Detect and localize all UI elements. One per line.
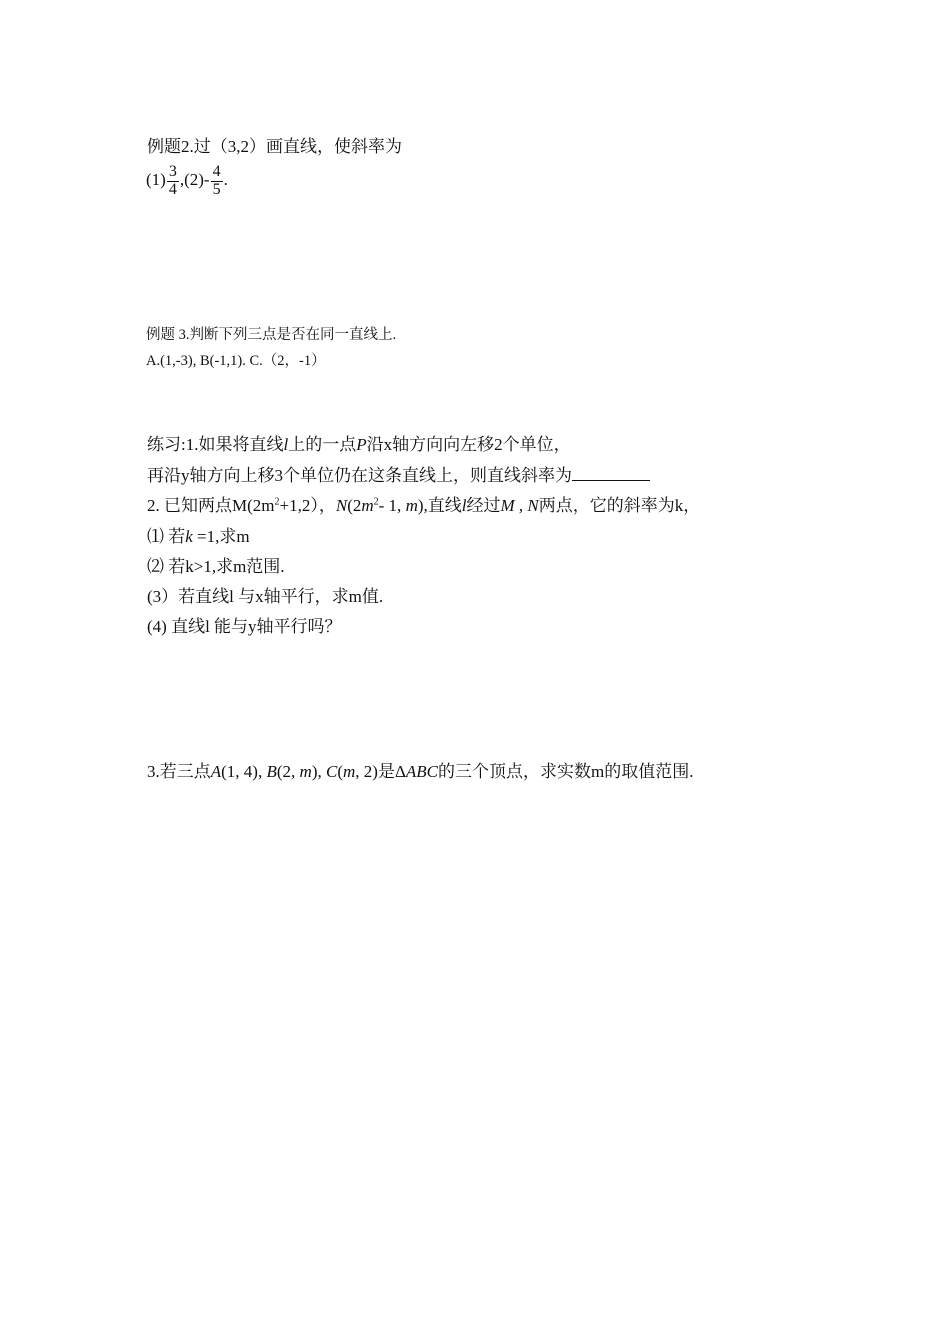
superscript: 2 [373,496,379,508]
example2-part1-label: (1) [146,170,166,190]
var-B: B [266,762,277,781]
practice3-line [147,763,693,780]
practice2-sub3: (3）若直线l 与x轴平行，求m值. [147,587,384,606]
practice1-line1 [147,436,571,453]
example3-title: 例题 3.判断下列三点是否在同一直线上. [146,327,397,343]
answer-blank [572,466,650,481]
var-l: l [461,496,467,515]
text: +1,2）， [279,496,336,515]
practice2-sub2: ⑵ 若k>1,求m范围. [147,557,285,576]
text: ⑴ 若 [147,527,186,546]
text: 经过 [466,496,501,515]
text: 两点，它的斜率为k， [538,496,701,515]
var-C: C [325,762,338,781]
text: =1,求m [192,527,250,546]
var-N: N [335,496,348,515]
var-k: k [185,527,193,546]
fraction-four-fifths [211,164,223,199]
text: (1, 4), [221,762,267,781]
var-m: m [361,496,374,515]
text: 沿x轴方向向左移2个单位， [366,435,571,454]
var-MN: M , N [500,496,539,515]
text: , 2)是Δ [355,762,406,781]
fraction-denominator: 4 [168,180,177,198]
text: 的三个顶点，求实数m的取值范围. [437,762,694,781]
text: (2, [276,762,300,781]
text: ),直线 [417,496,462,515]
practice2-sub1 [147,528,250,545]
text: ), [311,762,326,781]
var-m: m [299,762,312,781]
var-P: P [356,435,367,454]
fraction-numerator: 3 [168,163,177,180]
text: ( [337,762,343,781]
example2-separator: ,(2)- [179,170,210,190]
fraction-three-quarters [167,164,179,199]
text: 3.若三点 [147,762,211,781]
text: (2 [347,496,362,515]
text: - 1, [378,496,406,515]
var-m: m [343,762,356,781]
var-l: l [283,435,289,454]
var-ABC: ABC [405,762,438,781]
text: 上的一点 [288,435,357,454]
practice2-sub4: (4) 直线l 能与y轴平行吗？ [147,617,342,636]
practice2-line [147,497,700,514]
fraction-numerator: 4 [212,163,221,180]
text: 练习:1.如果将直线 [147,435,284,454]
practice1-line2 [147,466,650,484]
fraction-denominator: 5 [212,180,221,198]
text: 2. 已知两点M(2m [147,496,275,515]
superscript: 2 [274,496,280,508]
var-m: m [405,496,418,515]
example3-points: A.(1,-3), B(-1,1). C.（2，-1） [146,353,326,369]
var-A: A [210,762,222,781]
text: 再沿y轴方向上移3个单位仍在这条直线上，则直线斜率为 [147,466,572,485]
example2-slopes [146,164,228,199]
example2-period: . [223,170,228,190]
example2-title: 例题2.过（3,2）画直线，使斜率为 [147,137,402,156]
